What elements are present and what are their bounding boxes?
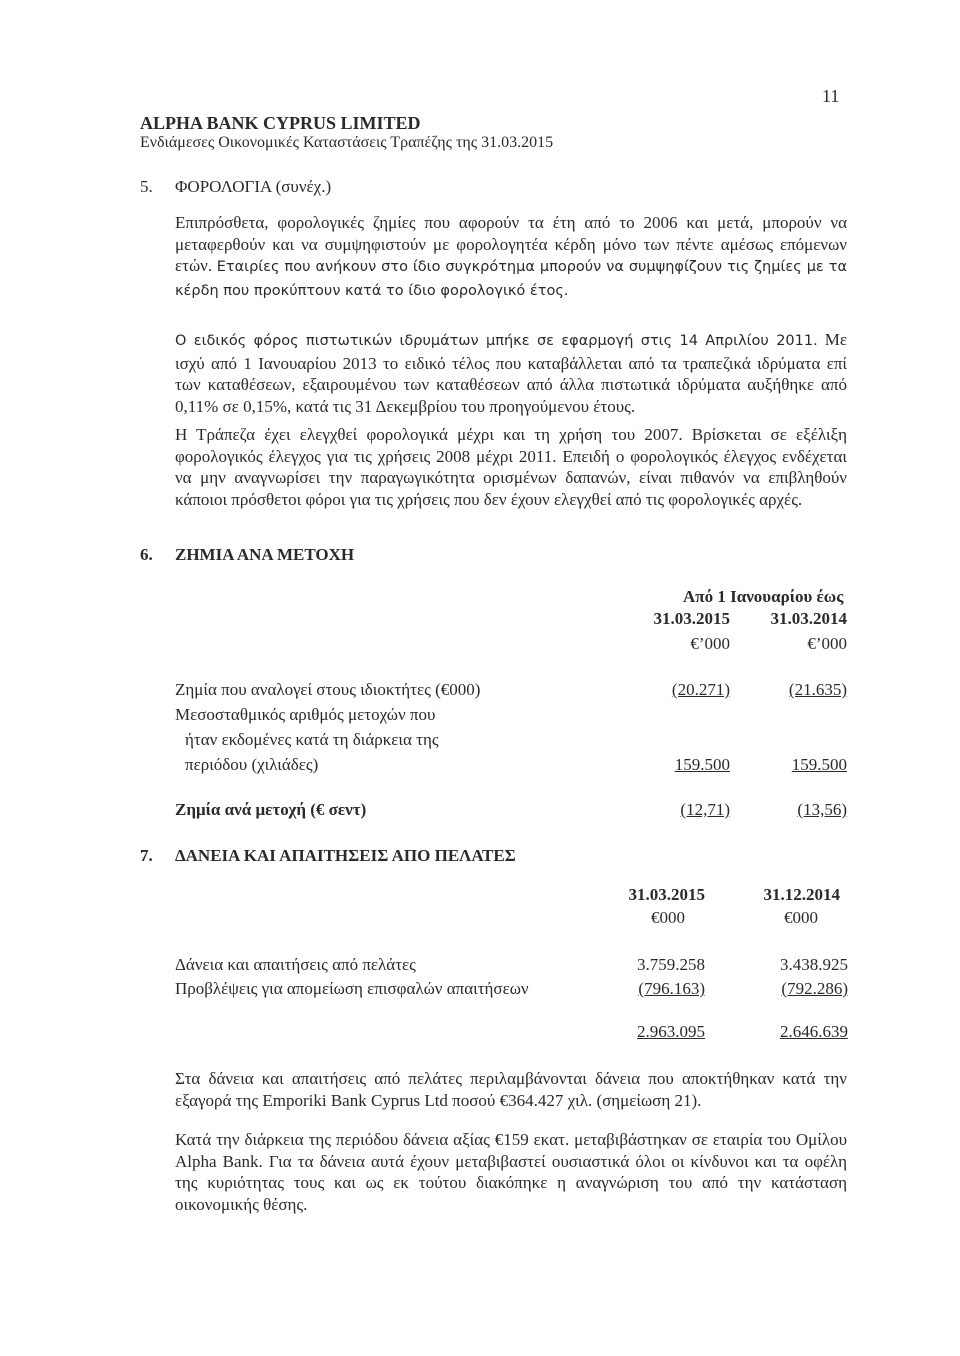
eps-total-v1: (12,71) (680, 800, 730, 819)
loans-total-v1: 2.963.095 (637, 1022, 705, 1041)
section-5-title-suffix: (συνέχ.) (275, 177, 332, 196)
eps-total-v2: (13,56) (797, 800, 847, 819)
section-5-number: 5. (140, 177, 153, 196)
loans-col1-date: 31.03.2015 (628, 885, 705, 904)
document-subtitle: Ενδιάμεσες Οικονομικές Καταστάσεις Τραπέζης της 31.03.2015 (140, 134, 554, 151)
eps-row-shares-label-2: ήταν εκδομένες κατά τη διάρκεια της (185, 730, 439, 749)
loans-row-provisions-v1: (796.163) (638, 979, 705, 998)
loans-col2-unit: €000 (784, 908, 818, 927)
section-5-p1-sans-text: Εταιρίες που ανήκουν στο ίδιο συγκρότημα μπορούν να συμψηφίζουν τις ζημίες με τα κέρδη που προκύπτουν κατά το ίδιο φορολογικό έτος. (175, 259, 848, 299)
loans-row-provisions-label: Προβλέψεις για απομείωση επισφαλών απαιτήσεων (175, 979, 529, 998)
section-7-number: 7. (140, 846, 153, 865)
eps-row-shares-label-3: περιόδου (χιλιάδες) (185, 755, 319, 774)
eps-col1-date: 31.03.2015 (653, 609, 730, 628)
section-5-paragraph-3: Η Τράπεζα έχει ελεγχθεί φορολογικά μέχρι και τη χρήση του 2007. Βρίσκεται σε εξέλιξη φορολογικός έλεγχος για τις χρήσεις 2008 μέχρι 2011. Επειδή ο φορολογικός έλεγχος ενδέχεται να μην αναγνωρίσει την παραγωγικότητα ορισμένων δαπανών, είναι πιθανόν να επιβληθούν κάποιοι πρόσθετοι φόροι για τις χρήσεις που δεν έχουν ελεγχθεί από τις φορολογικές αρχές. (175, 425, 847, 509)
section-5-paragraph-2 (175, 329, 847, 417)
eps-row-shares-v2: 159.500 (791, 755, 847, 774)
eps-row-loss-v1: (20.271) (671, 680, 730, 699)
eps-total-label: Ζημία ανά μετοχή (€ σεντ) (175, 800, 367, 819)
section-5-paragraph-1 (175, 212, 847, 302)
section-5-title: ΦΟΡΟΛΟΓΙΑ (175, 177, 272, 196)
company-name: ALPHA BANK CYPRUS LIMITED (140, 113, 421, 133)
eps-row-loss-v2: (21.635) (788, 680, 847, 699)
eps-col2-date: 31.03.2014 (770, 609, 847, 628)
section-5-heading (175, 177, 331, 197)
section-6-title: ΖΗΜΙΑ ΑΝΑ ΜΕΤΟΧΗ (175, 545, 355, 564)
eps-period-header: Από 1 Ιανουαρίου έως (683, 587, 844, 606)
section-7-paragraph-1: Στα δάνεια και απαιτήσεις από πελάτες περιλαμβάνονται δάνεια που αποκτήθηκαν κατά την εξαγορά της Emporiki Bank Cyprus Ltd ποσού €364.427 χιλ. (σημείωση 21). (175, 1069, 847, 1110)
eps-col1-unit: €’000 (690, 634, 730, 653)
eps-col2-unit: €’000 (807, 634, 847, 653)
section-7-title: ΔΑΝΕΙΑ ΚΑΙ ΑΠΑΙΤΗΣΕΙΣ ΑΠΟ ΠΕΛΑΤΕΣ (175, 846, 516, 865)
eps-row-loss-label: Ζημία που αναλογεί στους ιδιοκτήτες (€000) (175, 680, 481, 699)
loans-row-provisions-v2: (792.286) (781, 979, 848, 998)
eps-row-shares-label-1: Μεσοσταθμικός αριθμός μετοχών που (175, 705, 436, 724)
section-5-p1-text: Επιπρόσθετα, φορολογικές ζημίες που αφορούν τα έτη από το 2006 και μετά, μπορούν να μεταφερθούν και να συμψηφιστούν με φορολογητέα κέρδη μόνο των πέντε αμέσως επόμενων ετών. (175, 213, 847, 275)
section-7-paragraph-2: Κατά την διάρκεια της περιόδου δάνεια αξίας €159 εκατ. μεταβιβάστηκαν σε εταιρία του Ομίλου Alpha Bank. Για τα δάνεια αυτά έχουν μεταβιβαστεί ουσιαστικά όλοι οι κίνδυνοι και τα οφέλη της κυριότητας τους και ως εκ τούτου διακόπηκε η αναγνώριση του από την κατάσταση οικονομικής θέσης. (175, 1130, 847, 1214)
loans-row-gross-v2: 3.438.925 (780, 955, 848, 974)
loans-row-gross-v1: 3.759.258 (637, 955, 705, 974)
section-5-p2-sans-text: Ο ειδικός φόρος πιστωτικών ιδρυμάτων μπήκε σε εφαρμογή στις 14 Απριλίου 2011. (175, 333, 818, 349)
loans-total-v2: 2.646.639 (780, 1022, 848, 1041)
loans-row-gross-label: Δάνεια και απαιτήσεις από πελάτες (175, 955, 416, 974)
loans-col1-unit: €000 (651, 908, 685, 927)
section-5-p2-text: Με ισχύ από 1 Ιανουαρίου 2013 το ειδικό τέλος που καταβάλλεται από τα τραπεζικά ιδρύματα επί των καταθέσεων, εξαιρουμένου των καταθέσεων από άλλα πιστωτικά ιδρύματα αυξήθηκε από 0,11% σε 0,15%, κατά τις 31 Δεκεμβρίου του προηγούμενου έτους. (175, 330, 848, 416)
loans-col2-date: 31.12.2014 (763, 885, 840, 904)
section-6-number: 6. (140, 545, 153, 564)
eps-row-shares-v1: 159.500 (674, 755, 730, 774)
page-number: 11 (822, 86, 840, 106)
